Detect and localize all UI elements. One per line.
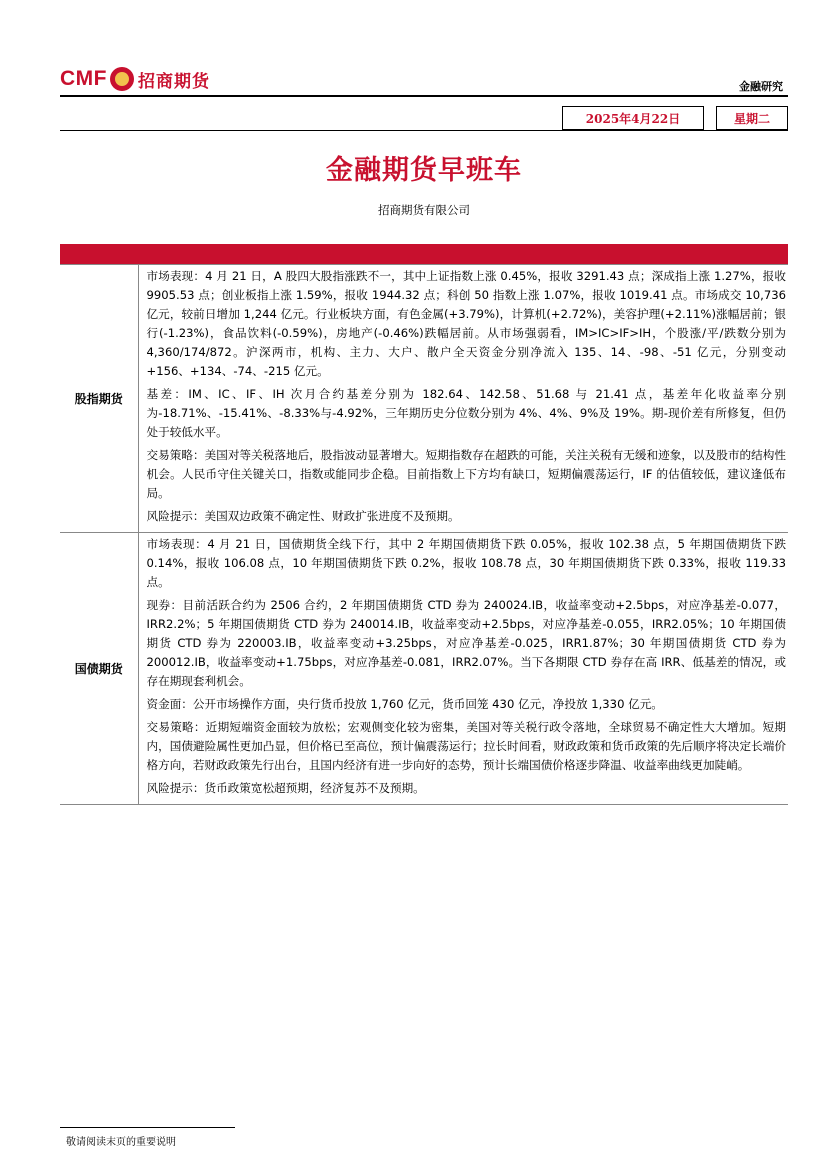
cash-bonds-paragraph: 现券：目前活跃合约为 2506 合约，2 年期国债期货 CTD 券为 240024.IB，收益率变动+2.5bps，对应净基差-0.077，IRR2.2%；5 年期国债期货 CTD 券为 240014.IB，收益率变动+2.5bps，对应净基差-0.055，IRR2.05%；10 年期国债期货 CTD 券为 220003.IB，收益率变动+3.25bps，对应净基差-0.025，IRR1.87%；30 年期国债期货 CTD 券为 200012.IB，收益率变动+1.75bps，对应净基差-0.081，IRR2.07%。当下各期限 CTD 券存在高 IRR、低基差的情况，或存在期现套利机会。	[146, 598, 786, 688]
basis-paragraph: 基差：IM、IC、IF、IH 次月合约基差分别为 182.64、142.58、51.68 与 21.41 点，基差年化收益率分别为-18.71%、-15.41%、-8.33%与-4.92%，三年期历史分位数分别为 4%、4%、9%及 19%。期-现价差有所修复，但仍处于较低水平。	[146, 387, 786, 439]
logo-chinese: 招商期货	[138, 71, 210, 92]
section-row-stock-index	[60, 265, 788, 533]
company-name: 招商期货有限公司	[378, 203, 470, 217]
logo-latin: CMF	[60, 67, 107, 90]
strategy-paragraph: 交易策略：美国对等关税落地后，股指波动显著增大。短期指数存在超跌的可能，关注关税有无缓和迹象，以及股市的结构性机会。人民币守住关键关口，指数或能同步企稳。目前指数上下方均有缺口，短期偏震荡运行，IF 的估值较低，建议逢低布局。	[146, 448, 786, 500]
company-logo	[60, 64, 210, 94]
report-title: 金融期货早班车	[326, 155, 522, 186]
report-date: 2025年4月22日	[562, 106, 704, 130]
report-weekday: 星期二	[716, 106, 788, 130]
department-label: 金融研究	[739, 80, 783, 93]
disclaimer-note: 敬请阅读末页的重要说明	[66, 1137, 176, 1148]
logo-emblem-icon	[110, 67, 134, 91]
market-performance-paragraph: 市场表现：4 月 21 日，A 股四大股指涨跌不一，其中上证指数上涨 0.45%，报收 3291.43 点；深成指上涨 1.27%，报收 9905.53 点；创业板指上涨 1.59%，报收 1944.32 点；科创 50 指数上涨 1.07%，报收 1019.41 点。市场成交 10,736 亿元，较前日增加 1,244 亿元。行业板块方面，有色金属(+3.79%)，计算机(+2.72%)，美容护理(+2.11%)涨幅居前；银行(-1.23%)，食品饮料(-0.59%)，房地产(-0.46%)跌幅居前。从市场强弱看，IM>IC>IF>IH，个股涨/平/跌数分别为 4,360/174/872。沪深两市，机构、主力、大户、散户全天资金分别净流入 135、14、-98、-51 亿元，分别变动+156、+134、-74、-215 亿元。	[146, 269, 786, 378]
section-row-treasury	[60, 533, 788, 805]
header-rule	[60, 95, 788, 97]
section-label: 国债期货	[60, 533, 138, 805]
section-body	[138, 265, 788, 533]
risk-paragraph: 风险提示：货币政策宽松超预期，经济复苏不及预期。	[146, 781, 425, 795]
title-block	[60, 130, 788, 222]
risk-paragraph: 风险提示：美国双边政策不确定性、财政扩张进度不及预期。	[146, 509, 460, 523]
liquidity-paragraph: 资金面：公开市场操作方面，央行货币投放 1,760 亿元，货币回笼 430 亿元，净投放 1,330 亿元。	[146, 697, 663, 711]
market-performance-paragraph: 市场表现：4 月 21 日，国债期货全线下行，其中 2 年期国债期货下跌 0.05%，报收 102.38 点，5 年期国债期货下跌 0.14%，报收 106.08 点，10 年期国债期货下跌 0.2%，报收 108.78 点，30 年期国债期货下跌 0.33%，报收 119.33 点。	[146, 537, 786, 589]
content-table	[60, 264, 788, 805]
section-header-bar	[60, 244, 788, 264]
footer-rule	[60, 1127, 235, 1128]
strategy-paragraph: 交易策略：近期短端资金面较为放松；宏观侧变化较为密集，美国对等关税行政令落地，全球贸易不确定性大大增加。短期内，国债避险属性更加凸显，但价格已至高位，预计偏震荡运行；拉长时间看，财政政策和货币政策的先后顺序将决定长端价格方向，若财政政策先行出台，且国内经济有进一步向好的态势，预计长端国债价格逐步降温、收益率曲线更加陡峭。	[146, 720, 786, 772]
section-label: 股指期货	[60, 265, 138, 533]
section-body	[138, 533, 788, 805]
